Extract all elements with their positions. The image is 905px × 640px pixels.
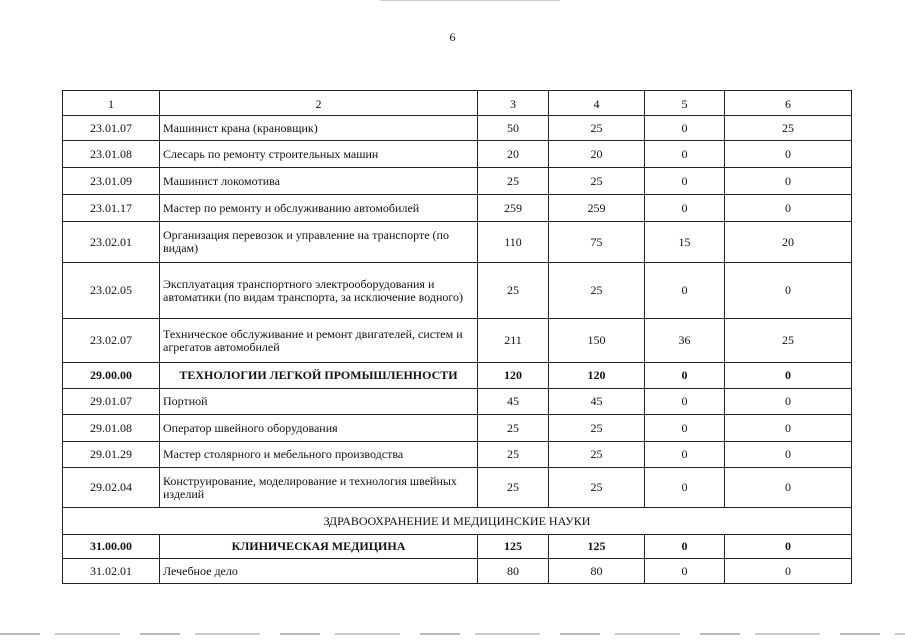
value-col5-cell: 0 bbox=[645, 442, 725, 468]
value-col6-cell: 0 bbox=[725, 415, 852, 442]
value-col5-cell: 36 bbox=[645, 319, 725, 363]
value-col5-cell: 0 bbox=[645, 389, 725, 415]
value-col4-cell: 150 bbox=[549, 319, 645, 363]
code-cell: 23.02.05 bbox=[63, 263, 160, 319]
specialties-table bbox=[62, 90, 852, 584]
value-col3-cell: 20 bbox=[478, 141, 549, 168]
value-col6-cell: 0 bbox=[725, 442, 852, 468]
value-col5-cell: 0 bbox=[645, 468, 725, 508]
code-cell: 29.00.00 bbox=[63, 363, 160, 389]
code-cell: 23.01.07 bbox=[63, 116, 160, 141]
value-col6-cell: 0 bbox=[725, 141, 852, 168]
value-col6-cell: 0 bbox=[725, 363, 852, 389]
value-col3-cell: 211 bbox=[478, 319, 549, 363]
code-cell: 23.01.17 bbox=[63, 195, 160, 222]
table-row bbox=[63, 263, 852, 319]
value-col3-cell: 120 bbox=[478, 363, 549, 389]
value-col5-cell: 0 bbox=[645, 535, 725, 559]
value-col4-cell: 25 bbox=[549, 263, 645, 319]
name-cell: Оператор швейного оборудования bbox=[160, 415, 478, 442]
value-col5-cell: 0 bbox=[645, 168, 725, 195]
code-cell: 29.01.08 bbox=[63, 415, 160, 442]
name-cell: Мастер по ремонту и обслуживанию автомобилей bbox=[160, 195, 478, 222]
code-cell: 29.01.07 bbox=[63, 389, 160, 415]
value-col6-cell: 20 bbox=[725, 222, 852, 263]
header-cell-6: 6 bbox=[725, 91, 852, 116]
value-col4-cell: 25 bbox=[549, 415, 645, 442]
value-col6-cell: 0 bbox=[725, 195, 852, 222]
value-col3-cell: 25 bbox=[478, 468, 549, 508]
scan-artifact-bottom bbox=[0, 633, 905, 635]
name-cell: Машинист локомотива bbox=[160, 168, 478, 195]
name-cell: Машинист крана (крановщик) bbox=[160, 116, 478, 141]
header-cell-3: 3 bbox=[478, 91, 549, 116]
value-col4-cell: 125 bbox=[549, 535, 645, 559]
value-col6-cell: 0 bbox=[725, 389, 852, 415]
code-cell: 23.01.08 bbox=[63, 141, 160, 168]
header-cell-1: 1 bbox=[63, 91, 160, 116]
table-row bbox=[63, 559, 852, 584]
table-row bbox=[63, 415, 852, 442]
value-col5-cell: 0 bbox=[645, 263, 725, 319]
value-col6-cell: 0 bbox=[725, 535, 852, 559]
code-cell: 29.02.04 bbox=[63, 468, 160, 508]
name-cell: Организация перевозок и управление на транспорте (по видам) bbox=[160, 222, 478, 263]
value-col6-cell: 0 bbox=[725, 559, 852, 584]
table-row bbox=[63, 168, 852, 195]
group-row bbox=[63, 535, 852, 559]
value-col5-cell: 0 bbox=[645, 116, 725, 141]
value-col4-cell: 259 bbox=[549, 195, 645, 222]
value-col3-cell: 125 bbox=[478, 535, 549, 559]
code-cell: 23.02.07 bbox=[63, 319, 160, 363]
code-cell: 29.01.29 bbox=[63, 442, 160, 468]
code-cell: 31.02.01 bbox=[63, 559, 160, 584]
value-col4-cell: 120 bbox=[549, 363, 645, 389]
value-col4-cell: 20 bbox=[549, 141, 645, 168]
table-row bbox=[63, 222, 852, 263]
group-row bbox=[63, 363, 852, 389]
value-col3-cell: 259 bbox=[478, 195, 549, 222]
value-col4-cell: 75 bbox=[549, 222, 645, 263]
name-cell: ТЕХНОЛОГИИ ЛЕГКОЙ ПРОМЫШЛЕННОСТИ bbox=[160, 363, 478, 389]
table-row bbox=[63, 141, 852, 168]
table-row bbox=[63, 442, 852, 468]
header-cell-2: 2 bbox=[160, 91, 478, 116]
value-col3-cell: 25 bbox=[478, 442, 549, 468]
value-col4-cell: 45 bbox=[549, 389, 645, 415]
table-row bbox=[63, 468, 852, 508]
value-col6-cell: 25 bbox=[725, 319, 852, 363]
value-col3-cell: 50 bbox=[478, 116, 549, 141]
value-col5-cell: 0 bbox=[645, 363, 725, 389]
page-number: 6 bbox=[449, 30, 456, 44]
table-row bbox=[63, 319, 852, 363]
header-cell-5: 5 bbox=[645, 91, 725, 116]
value-col5-cell: 0 bbox=[645, 141, 725, 168]
value-col6-cell: 0 bbox=[725, 168, 852, 195]
code-cell: 23.02.01 bbox=[63, 222, 160, 263]
name-cell: Эксплуатация транспортного электрооборудования и автоматики (по видам транспорта, за исключение водного) bbox=[160, 263, 478, 319]
value-col6-cell: 25 bbox=[725, 116, 852, 141]
name-cell: Конструирование, моделирование и технология швейных изделий bbox=[160, 468, 478, 508]
value-col3-cell: 25 bbox=[478, 415, 549, 442]
value-col3-cell: 80 bbox=[478, 559, 549, 584]
value-col3-cell: 25 bbox=[478, 263, 549, 319]
name-cell: Мастер столярного и мебельного производства bbox=[160, 442, 478, 468]
value-col4-cell: 25 bbox=[549, 168, 645, 195]
value-col5-cell: 0 bbox=[645, 415, 725, 442]
section-row bbox=[63, 508, 852, 535]
name-cell: Портной bbox=[160, 389, 478, 415]
scan-artifact-top bbox=[380, 0, 560, 1]
value-col6-cell: 0 bbox=[725, 263, 852, 319]
name-cell: Слесарь по ремонту строительных машин bbox=[160, 141, 478, 168]
value-col5-cell: 0 bbox=[645, 195, 725, 222]
value-col3-cell: 110 bbox=[478, 222, 549, 263]
name-cell: КЛИНИЧЕСКАЯ МЕДИЦИНА bbox=[160, 535, 478, 559]
table-row bbox=[63, 195, 852, 222]
table-body bbox=[63, 91, 852, 584]
value-col3-cell: 25 bbox=[478, 168, 549, 195]
value-col4-cell: 25 bbox=[549, 442, 645, 468]
table-row bbox=[63, 116, 852, 141]
value-col5-cell: 15 bbox=[645, 222, 725, 263]
value-col4-cell: 80 bbox=[549, 559, 645, 584]
value-col4-cell: 25 bbox=[549, 116, 645, 141]
value-col4-cell: 25 bbox=[549, 468, 645, 508]
value-col6-cell: 0 bbox=[725, 468, 852, 508]
value-col5-cell: 0 bbox=[645, 559, 725, 584]
header-cell-4: 4 bbox=[549, 91, 645, 116]
name-cell: Лечебное дело bbox=[160, 559, 478, 584]
table-row bbox=[63, 389, 852, 415]
name-cell: Техническое обслуживание и ремонт двигателей, систем и агрегатов автомобилей bbox=[160, 319, 478, 363]
code-cell: 23.01.09 bbox=[63, 168, 160, 195]
code-cell: 31.00.00 bbox=[63, 535, 160, 559]
table-header-row bbox=[63, 91, 852, 116]
section-title: ЗДРАВООХРАНЕНИЕ И МЕДИЦИНСКИЕ НАУКИ bbox=[63, 508, 852, 535]
value-col3-cell: 45 bbox=[478, 389, 549, 415]
